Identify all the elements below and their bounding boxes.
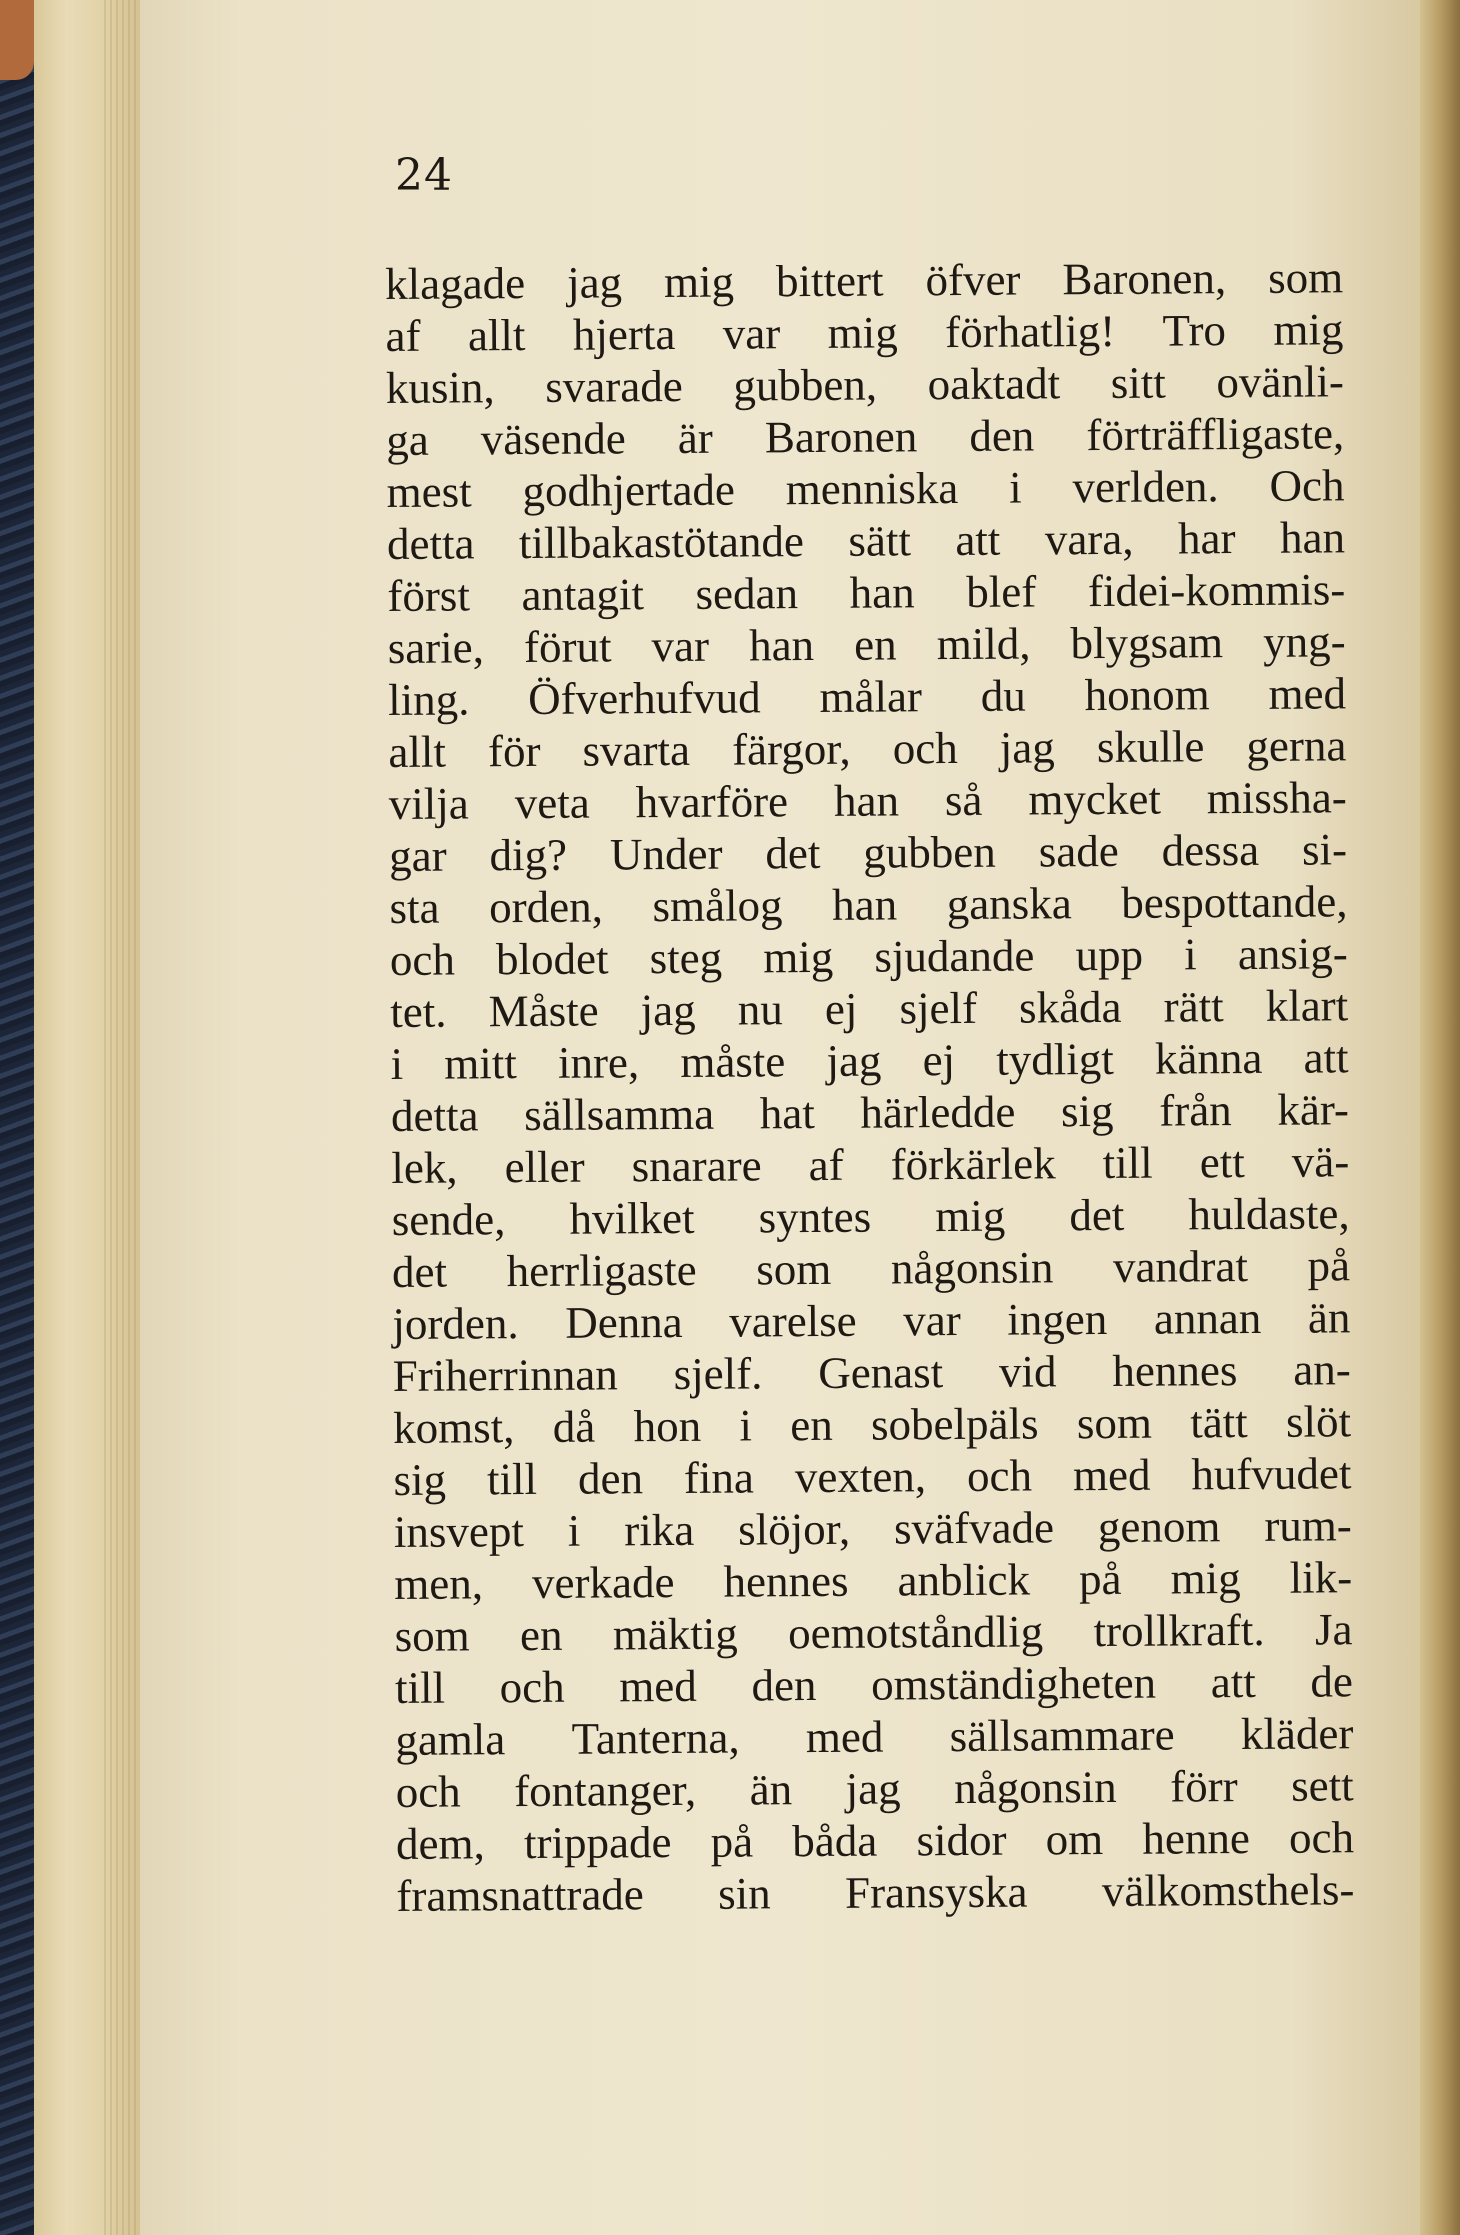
text-line — [392, 1291, 1350, 1350]
word: trippade — [523, 1817, 672, 1869]
word: i — [1184, 929, 1197, 980]
word: svarade — [545, 360, 683, 412]
page-number: 24 — [395, 150, 453, 201]
word: hjerta — [572, 308, 676, 360]
word: dem, — [395, 1818, 485, 1869]
word: varelse — [729, 1295, 857, 1347]
word: orden, — [488, 881, 604, 933]
word: har — [1177, 513, 1236, 564]
word: gar — [389, 830, 447, 881]
word: rika — [624, 1504, 695, 1556]
word: hennes — [1112, 1345, 1238, 1396]
word: vilja — [388, 778, 469, 829]
word: af — [808, 1139, 844, 1191]
word: i — [1008, 462, 1022, 513]
word: oaktadt — [927, 358, 1061, 410]
text-line — [388, 667, 1346, 726]
word: att — [1303, 1032, 1349, 1083]
word: för — [487, 725, 541, 777]
text-line — [395, 1707, 1353, 1766]
word: med — [1072, 1449, 1151, 1501]
word: sällsammare — [949, 1709, 1175, 1762]
word: hon — [633, 1400, 702, 1452]
text-line — [385, 251, 1343, 310]
word: menniska — [785, 463, 959, 515]
word: Fransyska — [844, 1866, 1028, 1918]
word: båda — [792, 1815, 878, 1867]
word: allt — [388, 726, 447, 777]
word: Baronen — [764, 411, 918, 463]
word: mycket — [1028, 773, 1162, 825]
text-line — [394, 1551, 1352, 1610]
word: sig — [1060, 1085, 1114, 1137]
text-line — [392, 1239, 1350, 1298]
word: jag — [566, 257, 623, 308]
word: än — [1307, 1292, 1351, 1343]
word: på — [1078, 1553, 1122, 1605]
word: en — [853, 619, 897, 670]
word: Tanterna, — [571, 1712, 740, 1764]
word: honom — [1084, 669, 1210, 721]
word: Ja — [1314, 1604, 1353, 1655]
word: sväfvade — [893, 1502, 1055, 1554]
word: gubben, — [733, 359, 878, 411]
word: komst, — [392, 1402, 515, 1453]
word: var — [903, 1295, 961, 1346]
word: oemotståndlig — [787, 1606, 1044, 1659]
word: slöt — [1285, 1396, 1352, 1447]
word: herrligaste — [506, 1244, 697, 1297]
word: det — [1069, 1189, 1125, 1241]
word: blygsam — [1070, 617, 1224, 669]
word: vexten, — [794, 1451, 927, 1503]
word: si- — [1301, 824, 1348, 875]
word: sjelf. — [673, 1348, 763, 1400]
word: någonsin — [953, 1761, 1117, 1814]
word: den — [577, 1453, 644, 1504]
word: sin — [718, 1868, 771, 1919]
word: svarta — [582, 724, 691, 776]
word: måste — [680, 1036, 786, 1087]
word: välkomsthels- — [1101, 1864, 1355, 1917]
text-line — [395, 1655, 1353, 1714]
word: omständigheten — [870, 1657, 1157, 1710]
word: som — [1267, 252, 1344, 303]
word: så — [944, 774, 983, 826]
text-line — [388, 615, 1346, 674]
word: till — [486, 1453, 538, 1505]
word: antagit — [521, 569, 645, 621]
word: mig — [1273, 304, 1344, 355]
text-line — [387, 511, 1345, 570]
word: känna — [1154, 1032, 1263, 1084]
word: jag — [826, 1035, 882, 1086]
text-line — [387, 563, 1345, 622]
word: anblick — [897, 1554, 1031, 1606]
text-line — [389, 771, 1347, 830]
word: Måste — [488, 985, 599, 1037]
word: Friherrinnan — [392, 1349, 618, 1401]
word: jorden. — [392, 1298, 519, 1349]
word: vandrat — [1112, 1241, 1249, 1292]
text-line — [386, 355, 1344, 414]
word: framsnattrade — [396, 1869, 644, 1921]
text-line — [394, 1499, 1352, 1558]
word: är — [677, 412, 713, 463]
word: ganska — [946, 878, 1072, 930]
word: var — [722, 308, 781, 359]
word: och — [966, 1450, 1033, 1501]
word: gubben — [863, 826, 996, 878]
word: den — [751, 1660, 817, 1711]
word: yng- — [1262, 616, 1346, 667]
word: kläder — [1240, 1708, 1354, 1760]
word: sedan — [695, 568, 799, 619]
word: en — [790, 1399, 833, 1451]
word: detta — [390, 1090, 479, 1141]
word: hennes — [723, 1555, 849, 1607]
word: snarare — [631, 1140, 762, 1192]
word: du — [980, 670, 1026, 721]
word: bittert — [775, 255, 884, 307]
word: han — [849, 567, 915, 618]
word: Under — [609, 828, 723, 880]
word: gamla — [395, 1714, 506, 1765]
word: skulle — [1096, 721, 1205, 773]
word: mild, — [936, 618, 1031, 670]
word: hvilket — [569, 1192, 695, 1244]
word: till — [1102, 1137, 1153, 1189]
word: lik- — [1289, 1552, 1353, 1603]
word: henne — [1142, 1813, 1251, 1864]
word: Och — [1269, 460, 1345, 511]
text-line — [393, 1343, 1351, 1402]
text-line — [386, 407, 1344, 466]
text-line — [390, 927, 1348, 986]
text-line — [393, 1447, 1351, 1506]
word: härledde — [860, 1086, 1016, 1138]
word: och — [892, 723, 958, 774]
word: en — [519, 1609, 563, 1661]
text-line — [392, 1187, 1350, 1246]
word: sjelf — [899, 982, 978, 1034]
word: och — [1288, 1812, 1355, 1863]
word: som — [1076, 1397, 1153, 1449]
word: han — [1279, 512, 1346, 563]
word: allt — [467, 310, 526, 361]
word: till — [394, 1662, 446, 1713]
word: ingen — [1007, 1293, 1108, 1345]
word: färgor, — [731, 723, 851, 775]
word: lek, — [391, 1142, 458, 1193]
word: Tro — [1162, 305, 1227, 356]
binding-corner — [0, 0, 34, 80]
word: mig — [1170, 1553, 1241, 1604]
word: ovänli- — [1216, 356, 1345, 408]
word: fontanger, — [514, 1764, 697, 1817]
word: från — [1159, 1085, 1232, 1136]
word: Denna — [565, 1296, 683, 1348]
word: sällsamma — [523, 1088, 715, 1141]
word: vid — [998, 1346, 1057, 1397]
word: sig — [393, 1454, 447, 1505]
word: och — [395, 1766, 461, 1817]
word: det — [765, 827, 821, 879]
word: missha- — [1206, 772, 1347, 824]
word: sade — [1038, 825, 1119, 877]
word: han — [748, 620, 815, 671]
word: rätt — [1163, 981, 1224, 1032]
word: i — [739, 1400, 753, 1451]
word: ej — [922, 1035, 956, 1086]
word: dessa — [1161, 824, 1260, 876]
word: jag — [845, 1763, 901, 1814]
word: var — [651, 620, 710, 672]
word: blodet — [495, 933, 609, 985]
word: sidor — [916, 1814, 1007, 1866]
word: sjudande — [874, 930, 1035, 982]
text-line — [390, 1031, 1348, 1090]
word: nu — [737, 984, 783, 1035]
word: ansig- — [1237, 928, 1348, 980]
word: rum- — [1264, 1500, 1352, 1551]
word: förr — [1170, 1761, 1238, 1812]
word: vä- — [1291, 1136, 1350, 1187]
word: tet. — [390, 986, 447, 1037]
word: hat — [759, 1088, 815, 1139]
page-edges — [34, 0, 144, 2235]
text-line — [388, 719, 1346, 778]
page-text — [385, 251, 1355, 1922]
word: sitt — [1110, 357, 1166, 408]
word: mitt — [444, 1038, 517, 1089]
word: mig — [763, 931, 834, 983]
word: mäktig — [612, 1608, 738, 1660]
word: mig — [663, 256, 735, 308]
word: då — [552, 1401, 596, 1452]
text-line — [396, 1759, 1354, 1818]
word: syntes — [758, 1191, 872, 1243]
word: annan — [1153, 1292, 1262, 1344]
word: insvept — [393, 1506, 525, 1557]
word: förut — [523, 621, 612, 673]
text-line — [391, 1135, 1349, 1194]
right-page-edge — [1420, 0, 1460, 2235]
word: trollkraft. — [1093, 1604, 1265, 1657]
word: fidei-kommis- — [1087, 564, 1346, 617]
word: han — [833, 775, 900, 826]
word: an- — [1293, 1344, 1351, 1395]
word: att — [1210, 1656, 1256, 1708]
text-line — [393, 1395, 1351, 1454]
word: sarie, — [387, 622, 485, 673]
text-line — [391, 1083, 1349, 1142]
word: mig — [935, 1190, 1006, 1242]
word: ling. — [387, 674, 470, 725]
word: och — [389, 934, 456, 985]
word: Baronen, — [1062, 253, 1227, 305]
word: först — [387, 570, 471, 621]
word: förträffligaste, — [1086, 408, 1345, 461]
word: han — [831, 879, 898, 930]
word: fina — [683, 1452, 755, 1503]
word: förkärlek — [890, 1138, 1056, 1190]
word: hvarföre — [635, 776, 789, 828]
word: mig — [827, 307, 898, 358]
word: dig? — [489, 829, 568, 881]
word: som — [756, 1243, 832, 1295]
word: de — [1310, 1656, 1354, 1707]
word: steg — [649, 932, 723, 984]
word: mest — [386, 466, 472, 517]
word: ej — [824, 983, 858, 1034]
word: i — [390, 1038, 404, 1089]
word: målar — [819, 671, 923, 722]
word: på — [710, 1816, 754, 1867]
word: genom — [1097, 1501, 1221, 1553]
word: sätt — [848, 515, 912, 566]
word: hufvudet — [1191, 1448, 1352, 1500]
word: öfver — [925, 254, 1021, 306]
text-line — [394, 1603, 1352, 1662]
word: och — [499, 1661, 565, 1713]
word: slöjor, — [738, 1503, 851, 1555]
word: skåda — [1018, 981, 1122, 1033]
word: förhatlig! — [944, 305, 1116, 358]
word: blef — [966, 566, 1037, 617]
word: kusin, — [385, 362, 495, 413]
word: godhjertade — [522, 464, 736, 517]
word: i — [567, 1505, 581, 1556]
word: som — [394, 1610, 470, 1661]
word: sta — [389, 882, 440, 933]
word: upp — [1075, 929, 1144, 981]
word: än — [749, 1764, 793, 1815]
word: vara, — [1044, 513, 1134, 565]
text-line — [386, 459, 1344, 518]
word: jag — [640, 984, 696, 1036]
word: detta — [386, 518, 475, 569]
word: att — [955, 514, 1001, 566]
word: tätt — [1190, 1397, 1248, 1448]
text-line — [385, 303, 1343, 362]
word: sende, — [391, 1194, 506, 1245]
word: inre, — [557, 1037, 640, 1088]
word: kär- — [1277, 1084, 1350, 1135]
word: det — [391, 1246, 448, 1297]
word: af — [385, 310, 421, 361]
word: med — [619, 1660, 697, 1712]
word: jag — [999, 722, 1055, 773]
word: klagade — [385, 258, 526, 309]
word: sett — [1290, 1760, 1354, 1811]
word: verkade — [531, 1557, 675, 1609]
word: smålog — [652, 880, 783, 932]
word: gerna — [1246, 720, 1347, 771]
word: eller — [504, 1141, 585, 1193]
text-line — [389, 823, 1347, 882]
word: någonsin — [890, 1242, 1054, 1294]
word: väsende — [480, 413, 626, 465]
word: med — [805, 1711, 884, 1763]
word: men, — [394, 1558, 484, 1609]
word: tydligt — [996, 1033, 1114, 1085]
text-line — [389, 875, 1347, 934]
word: Öfverhufvud — [528, 672, 761, 725]
word: om — [1045, 1814, 1104, 1865]
word: verlden. — [1072, 461, 1219, 513]
word: bespottande, — [1121, 876, 1348, 928]
text-line — [390, 979, 1348, 1038]
word: på — [1307, 1240, 1351, 1291]
word: Genast — [818, 1347, 944, 1399]
word: veta — [514, 777, 590, 829]
word: sobelpäls — [870, 1398, 1039, 1450]
text-line — [396, 1811, 1354, 1870]
word: den — [969, 410, 1035, 461]
word: med — [1268, 668, 1347, 719]
word: ga — [386, 414, 429, 465]
word: huldaste, — [1188, 1188, 1350, 1240]
word: ett — [1199, 1137, 1245, 1188]
text-line — [396, 1863, 1354, 1922]
word: tillbakastötande — [518, 516, 805, 569]
word: klart — [1265, 980, 1349, 1031]
